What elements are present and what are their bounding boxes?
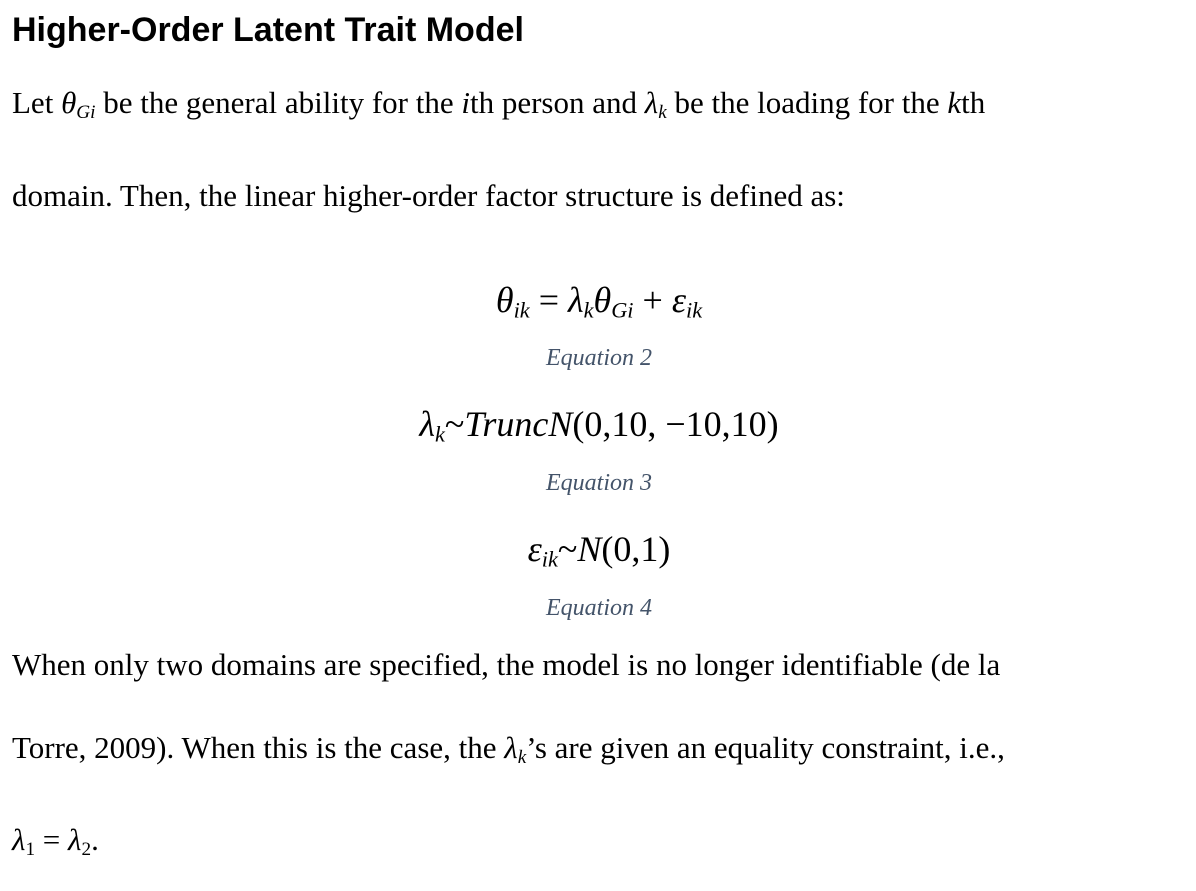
paragraph-constraint (12, 623, 1186, 891)
page-title: Higher-Order Latent Trait Model (12, 11, 524, 49)
equation-4-formula (12, 524, 1186, 585)
text-segment: λ (12, 822, 26, 858)
equation-3-caption: Equation 3 (546, 469, 652, 496)
text-segment: ~ (444, 404, 465, 445)
text-segment: (0,1) (601, 528, 671, 569)
text-segment: ik (513, 297, 530, 323)
text-segment: ε (527, 528, 542, 569)
text-segment: ik (686, 297, 703, 323)
text-segment: domain. Then, the linear higher-order factor structure is defined as: (12, 177, 845, 213)
text-segment: λ (568, 279, 584, 320)
equation-2-figure (12, 275, 1186, 374)
equation-3-formula (12, 399, 1186, 460)
text-segment: θ (593, 279, 612, 320)
text-segment: = (529, 279, 568, 320)
text-segment: λ (504, 729, 518, 765)
text-segment: i (461, 85, 470, 120)
equation-4-figure (12, 524, 1186, 623)
equation-3-figure (12, 399, 1186, 498)
text-segment: ~ (557, 528, 578, 569)
text-segment: th (961, 85, 986, 120)
text-segment: Let (12, 85, 62, 120)
text-segment: be the general ability for the (95, 85, 462, 120)
text-segment: be the loading for the (666, 85, 948, 120)
text-line (12, 154, 1186, 237)
text-segment: ik (541, 546, 558, 572)
paragraph-intro (12, 61, 1186, 237)
text-line (12, 798, 1186, 891)
text-segment: 1 (25, 839, 36, 861)
text-segment: Torre, 2009). When this is the case, the (12, 729, 505, 765)
text-line (12, 61, 1186, 154)
text-segment: 2 (81, 839, 92, 861)
text-segment: ’s are given an equality constraint, i.e., (526, 729, 1005, 765)
text-segment: th person and (469, 85, 645, 120)
text-segment: + (633, 279, 672, 320)
text-line (12, 623, 1186, 706)
text-segment: λ (68, 822, 82, 858)
equations-block (12, 275, 1186, 623)
text-segment: k (947, 85, 962, 120)
text-segment: λ (419, 404, 435, 445)
text-segment: θ (61, 85, 77, 120)
text-segment: (0,10, −10,10) (572, 404, 779, 445)
text-segment: Gi (76, 101, 96, 123)
text-segment: k (434, 421, 445, 447)
text-line (12, 706, 1186, 799)
equation-2-caption: Equation 2 (546, 345, 652, 372)
text-segment: TruncN (464, 404, 573, 445)
text-segment: = (35, 822, 69, 858)
text-segment: N (577, 528, 602, 569)
text-segment: k (658, 101, 667, 123)
text-segment: . (91, 822, 99, 858)
equation-4-caption: Equation 4 (546, 594, 652, 621)
text-segment: Gi (611, 297, 634, 323)
text-segment: k (517, 746, 527, 768)
text-segment: θ (495, 279, 514, 320)
text-line (528, 524, 671, 585)
text-segment: k (583, 297, 594, 323)
text-line (496, 275, 702, 336)
equation-2-formula (12, 275, 1186, 336)
text-segment: λ (644, 85, 659, 120)
text-segment: ε (671, 279, 686, 320)
text-segment: When only two domains are specified, the model is no longer identifiable (de la (12, 646, 1001, 682)
text-line (419, 399, 778, 460)
